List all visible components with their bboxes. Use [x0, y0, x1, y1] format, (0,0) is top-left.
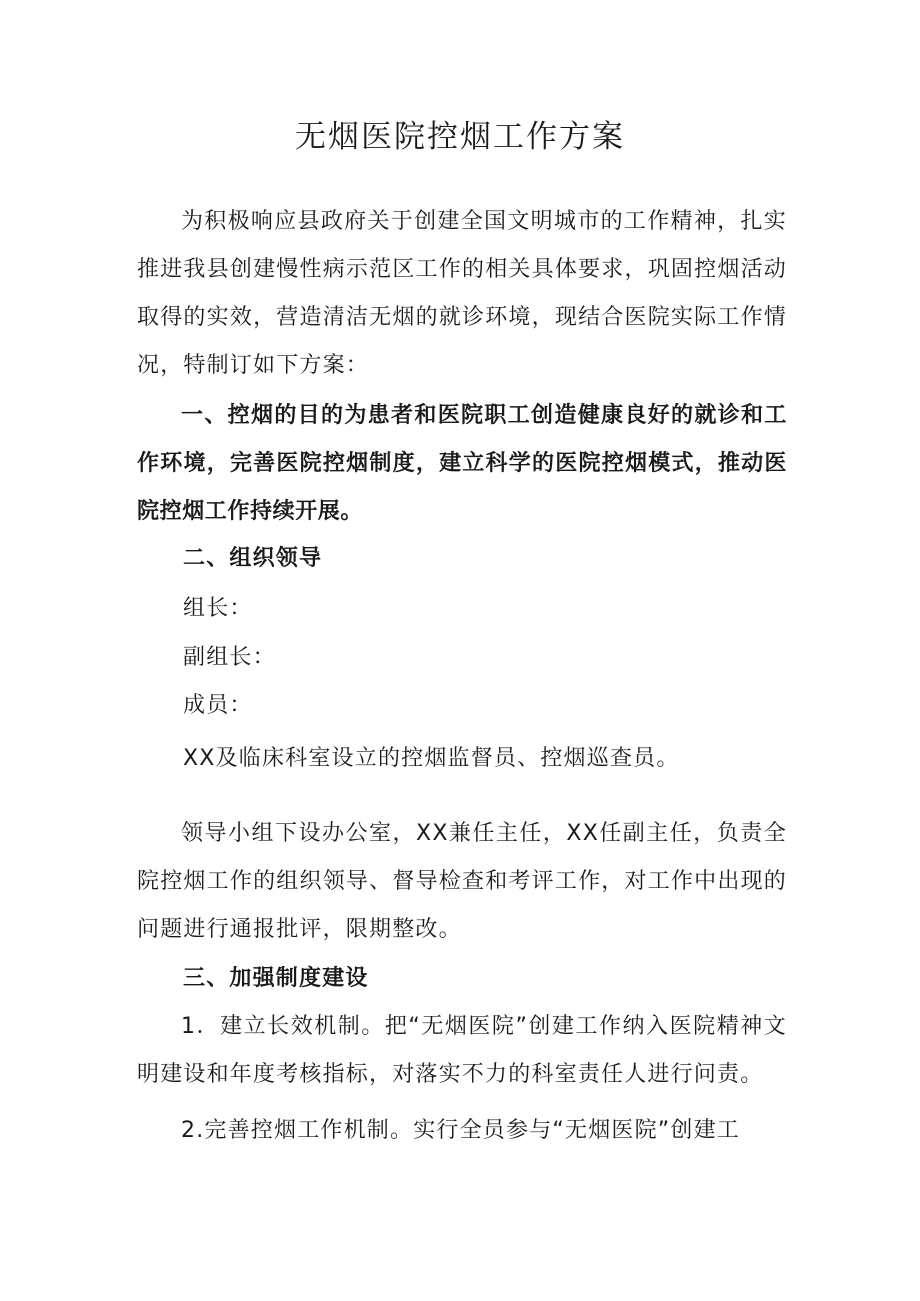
leader-line: 组长： [183, 596, 253, 621]
document-title: 无烟医院控烟工作方案 [295, 119, 625, 155]
office-paragraph: 领导小组下设办公室，XX兼任主任，XX任副主任，负责全院控烟工作的组织领导、督导检查和考评工作，对工作中出现的问题进行通报批评，限期整改。 [137, 821, 787, 942]
section-1-paragraph: 一、控烟的目的为患者和医院职工创造健康良好的就诊和工作环境，完善医院控烟制度，建立科学的医院控烟模式，推动医院控烟工作持续开展。 [137, 403, 787, 524]
intro-paragraph: 为积极响应县政府关于创建全国文明城市的工作精神，扎实推进我县创建慢性病示范区工作的相关具体要求，巩固控烟活动取得的实效，营造清洁无烟的就诊环境，现结合医院实际工作情况，特制订如下方案： [137, 209, 787, 378]
section-2-heading: 二、组织领导 [183, 546, 323, 571]
item-2-paragraph: 2.完善控烟工作机制。实行全员参与“无烟医院”创建工 [181, 1118, 740, 1143]
vice-leader-line: 副组长： [183, 645, 276, 670]
section-3-heading: 三、加强制度建设 [183, 966, 369, 991]
members-line: 成员： [183, 693, 253, 718]
item-1-paragraph: 1．建立长效机制。把“无烟医院”创建工作纳入医院精神文明建设和年度考核指标，对落实不力的科室责任人进行问责。 [137, 1014, 787, 1087]
members-detail-line: XX及临床科室设立的控烟监督员、控烟巡查员。 [183, 746, 680, 771]
